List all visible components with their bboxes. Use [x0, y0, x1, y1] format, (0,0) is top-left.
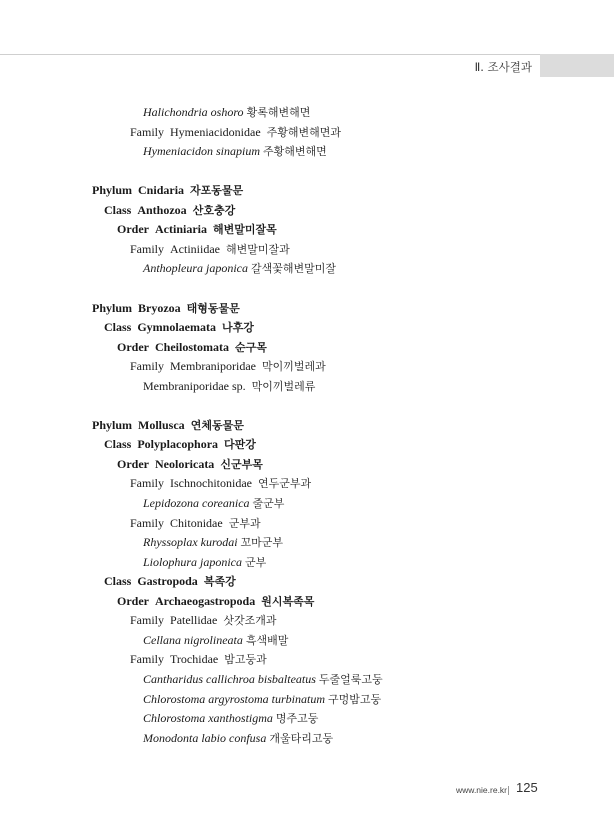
korean-name: 개울타리고둥 [269, 732, 334, 745]
scientific-name: Lepidozona coreanica [143, 496, 250, 510]
species-row [143, 710, 318, 727]
species-row [143, 143, 327, 160]
family-row [130, 515, 261, 532]
header-tab [540, 54, 614, 77]
family-row [130, 651, 267, 668]
korean-name: 신군부목 [220, 458, 263, 471]
species-row [143, 378, 315, 395]
rank-label: Family [130, 516, 165, 530]
scientific-name: Chlorostoma xanthostigma [143, 711, 273, 725]
korean-name: 나후강 [222, 321, 254, 334]
taxon-name: Anthozoa [137, 203, 187, 217]
species-row [143, 632, 288, 649]
scientific-name: Cantharidus callichroa bisbalteatus [143, 672, 316, 686]
family-row [130, 124, 341, 141]
rank-label: Family [130, 652, 165, 666]
taxon-name: Archaeogastropoda [155, 594, 256, 608]
rank-label: Phylum [92, 301, 133, 315]
species-row [143, 104, 310, 121]
taxon-name: Actiniidae [170, 242, 220, 256]
phylum-row [92, 182, 243, 199]
korean-name: 자포동물문 [190, 184, 244, 197]
korean-name: 연두군부과 [258, 477, 312, 490]
scientific-name: Monodonta labio confusa [143, 731, 267, 745]
taxon-name: Membraniporidae [170, 359, 256, 373]
korean-name: 산호충강 [192, 204, 236, 217]
korean-name: 태형동물문 [186, 302, 240, 315]
korean-name: 삿갓조개과 [223, 614, 277, 627]
taxon-name: Polyplacophora [137, 437, 219, 451]
order-row [117, 593, 314, 610]
taxon-name: Ischnochitonidae [170, 476, 252, 490]
phylum-row [92, 300, 240, 317]
korean-name: 두줄얼룩고둥 [318, 673, 383, 686]
korean-name: 해변말미잘과 [226, 243, 290, 256]
rank-label: Class [104, 574, 132, 588]
family-row [130, 358, 326, 375]
scientific-name: Anthopleura japonica [143, 261, 248, 275]
taxon-name: Membraniporidae sp. [143, 379, 246, 393]
species-row [143, 495, 284, 512]
korean-name: 원시복족목 [261, 595, 315, 608]
korean-name: 흑색배말 [245, 634, 289, 647]
rank-label: Family [130, 476, 165, 490]
species-row [143, 554, 266, 571]
class-row [104, 202, 235, 219]
korean-name: 막이끼벌레과 [261, 360, 326, 373]
korean-name: 꼬마군부 [240, 536, 284, 549]
scientific-name: Cellana nigrolineata [143, 633, 243, 647]
korean-name: 다판강 [224, 438, 256, 451]
taxon-name: Neoloricata [155, 457, 215, 471]
scientific-name: Chlorostoma argyrostoma turbinatum [143, 692, 326, 706]
korean-name: 황록해변해면 [246, 106, 311, 119]
family-row [130, 612, 276, 629]
korean-name: 막이끼벌레류 [251, 380, 316, 393]
taxon-name: Gymnolaemata [137, 320, 216, 334]
rank-label: Order [117, 594, 149, 608]
rank-label: Class [104, 203, 132, 217]
korean-name: 갈색꽃해변말미잘 [251, 262, 337, 275]
taxon-name: Hymeniacidonidae [170, 125, 261, 139]
rank-label: Order [117, 340, 149, 354]
rank-label: Family [130, 613, 165, 627]
korean-name: 순구목 [235, 341, 267, 354]
scientific-name: Halichondria oshoro [143, 105, 244, 119]
korean-name: 해변말미잘목 [213, 223, 277, 236]
scientific-name: Rhyssoplax kurodai [143, 535, 238, 549]
section-label: Ⅱ. 조사결과 [474, 60, 532, 74]
rank-label: Order [117, 222, 149, 236]
taxon-name: Actiniaria [155, 222, 207, 236]
order-row [117, 221, 277, 238]
korean-name: 줄군부 [252, 497, 285, 510]
rank-label: Order [117, 457, 149, 471]
korean-name: 주황해변해면 [262, 145, 327, 158]
scientific-name: Hymeniacidon sinapium [143, 144, 260, 158]
phylum-row [92, 417, 244, 434]
rank-label: Phylum [92, 418, 133, 432]
rank-label: Family [130, 359, 165, 373]
class-row [104, 573, 236, 590]
footer-separator [508, 786, 509, 795]
rank-label: Phylum [92, 183, 133, 197]
korean-name: 밤고둥과 [224, 653, 267, 666]
rank-label: Family [130, 242, 165, 256]
species-row [143, 730, 333, 747]
scientific-name: Liolophura japonica [143, 555, 243, 569]
header-rule [0, 54, 614, 55]
korean-name: 복족강 [203, 575, 236, 588]
rank-label: Class [104, 437, 132, 451]
taxon-name: Mollusca [138, 418, 185, 432]
order-row [117, 339, 267, 356]
species-row [143, 534, 283, 551]
taxon-name: Bryozoa [138, 301, 181, 315]
family-row [130, 475, 311, 492]
taxon-name: Chitonidae [170, 516, 223, 530]
rank-label: Class [104, 320, 132, 334]
class-row [104, 436, 256, 453]
page-number: 125 [516, 780, 538, 795]
korean-name: 명주고둥 [275, 712, 319, 725]
korean-name: 구멍밤고둥 [328, 693, 382, 706]
species-row [143, 691, 381, 708]
taxon-name: Patellidae [170, 613, 218, 627]
taxon-name: Cheilostomata [155, 340, 229, 354]
species-row [143, 260, 336, 277]
order-row [117, 456, 263, 473]
taxon-name: Gastropoda [137, 574, 198, 588]
taxon-name: Cnidaria [138, 183, 185, 197]
rank-label: Family [130, 125, 165, 139]
class-row [104, 319, 254, 336]
korean-name: 연체동물문 [190, 419, 244, 432]
species-row [143, 671, 383, 688]
taxon-name: Trochidae [170, 652, 219, 666]
korean-name: 군부 [245, 556, 267, 569]
korean-name: 주황해변해면과 [266, 126, 342, 139]
footer-url: www.nie.re.kr [456, 785, 508, 795]
family-row [130, 241, 290, 258]
korean-name: 군부과 [228, 517, 261, 530]
